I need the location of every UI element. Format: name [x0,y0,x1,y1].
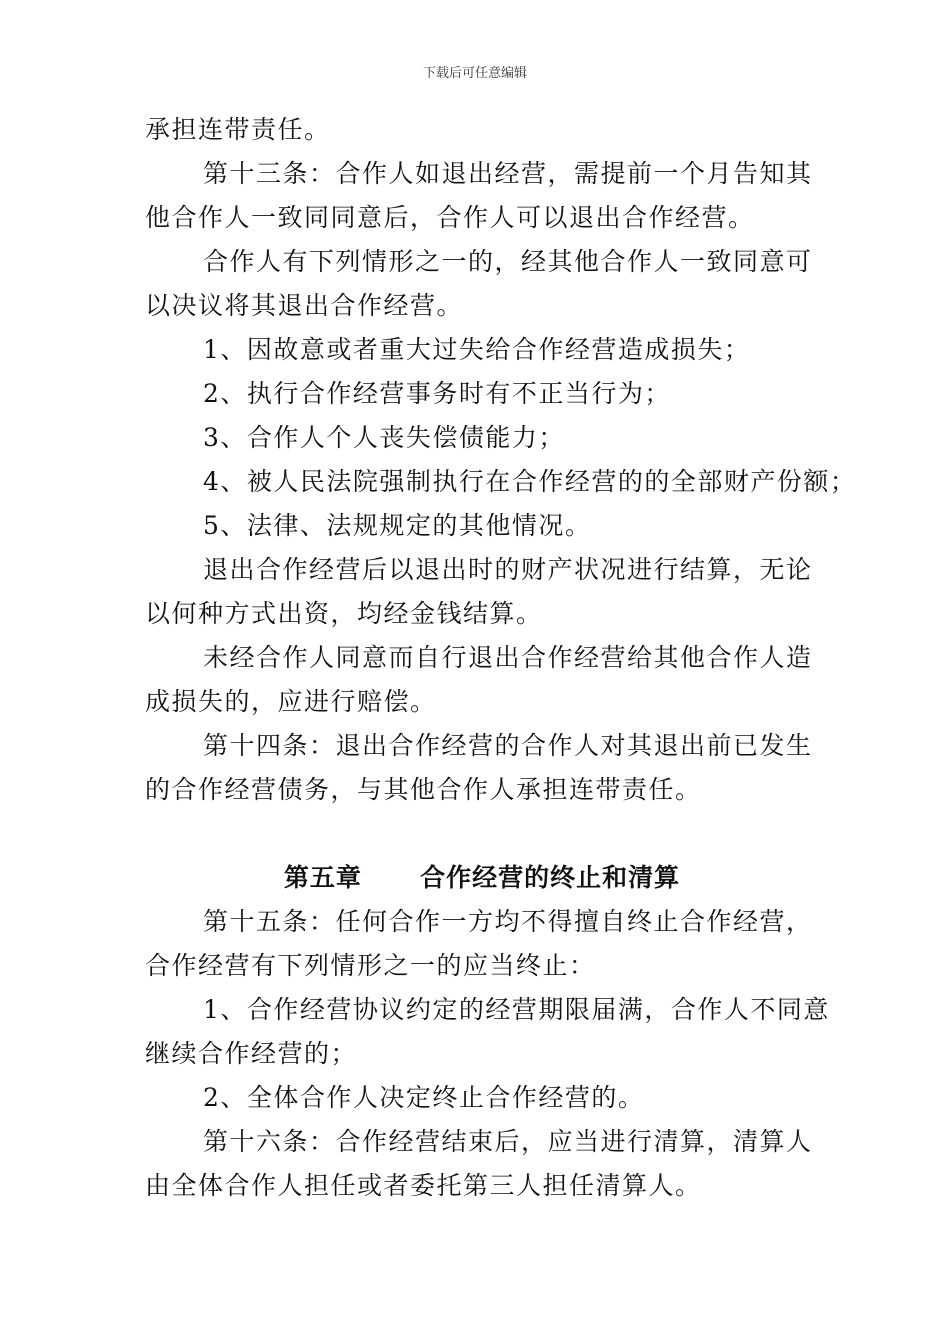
text-line: 第十五条：任何合作一方均不得擅自终止合作经营， [203,907,813,936]
list-item: 1、因故意或者重大过失给合作经营造成损失； [203,335,751,364]
list-item: 4、被人民法院强制执行在合作经营的的全部财产份额； [203,467,857,496]
text-line: 的合作经营债务，与其他合作人承担连带责任。 [145,775,702,804]
list-item: 3、合作人个人丧失偿债能力； [203,423,565,452]
text-line: 第十四条：退出合作经营的合作人对其退出前已发生 [203,731,813,760]
text-line: 由全体合作人担任或者委托第三人担任清算人。 [145,1171,702,1200]
page-header: 下载后可任意编辑 [422,66,527,81]
text-line: 退出合作经营后以退出时的财产状况进行结算，无论 [203,555,813,584]
list-item: 5、法律、法规规定的其他情况。 [203,511,592,540]
section-spacer [145,812,815,856]
text-line: 承担连带责任。 [145,115,331,144]
text-line: 成损失的，应进行赔偿。 [145,687,437,716]
list-item: 1、合作经营协议约定的经营期限届满，合作人不同意 [203,995,830,1024]
text-line: 以决议将其退出合作经营。 [145,291,464,320]
document-body [145,108,857,1208]
text-line: 他合作人一致同同意后，合作人可以退出合作经营。 [145,203,755,232]
text-line: 继续合作经营的； [145,1039,358,1068]
text-line: 未经合作人同意而自行退出合作经营给其他合作人造 [203,643,813,672]
text-line: 合作人有下列情形之一的，经其他合作人一致同意可 [203,247,813,276]
text-line: 以何种方式出资，均经金钱结算。 [145,599,543,628]
text-line: 合作经营有下列情形之一的应当终止： [145,951,596,980]
list-item: 2、全体合作人决定终止合作经营的。 [203,1083,645,1112]
chapter-heading: 第五章 合作经营的终止和清算 [283,863,681,892]
list-item: 2、执行合作经营事务时有不正当行为； [203,379,671,408]
text-line: 第十六条：合作经营结束后，应当进行清算，清算人 [203,1127,813,1156]
text-line: 第十三条：合作人如退出经营，需提前一个月告知其 [203,159,813,188]
